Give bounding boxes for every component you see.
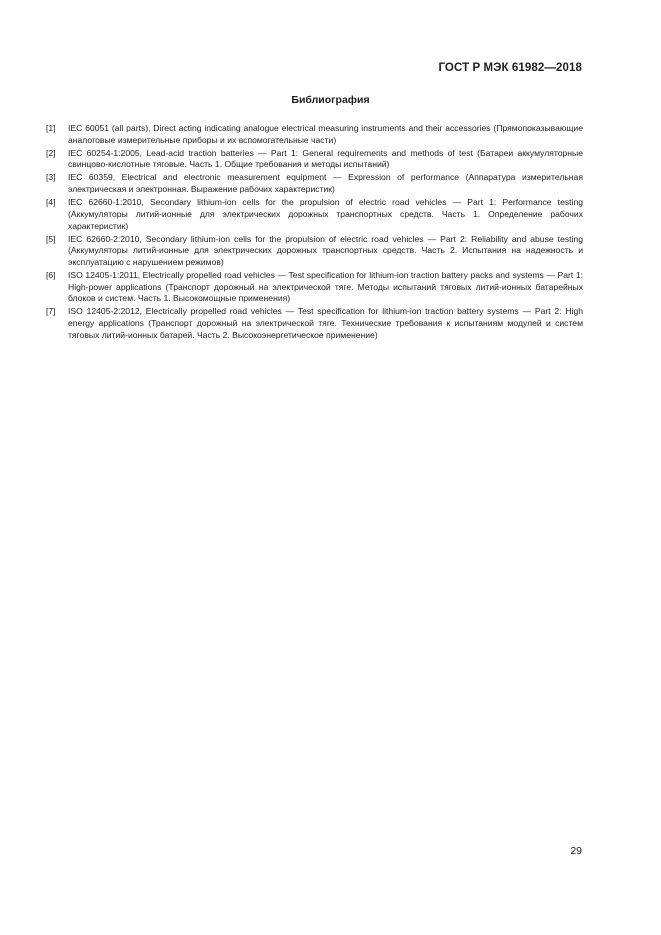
bibliography-item bbox=[46, 123, 583, 146]
reference-number: [6] bbox=[46, 269, 56, 280]
bibliography-title: Библиография bbox=[291, 94, 370, 106]
reference-number: [4] bbox=[46, 197, 56, 208]
reference-text: IEC 60359, Electrical and electronic measurement equipment — Expression of performance (Аппаратура измерительная электрическая и электронная. Выражение рабочих характеристик) bbox=[68, 172, 583, 195]
reference-number: [7] bbox=[46, 306, 56, 317]
reference-text: IEC 62660-1:2010, Secondary lithium-ion cells for the propulsion of electric road vehicles — Part 1: Performance testing (Аккумуляторы литий-ионные для электрических дорожных транспортных средств. Часть 1. Определение рабочих характеристик) bbox=[68, 197, 583, 231]
reference-text: ISO 12405-2:2012, Electrically propelled road vehicles — Test specification for lithium-ion traction battery systems — Part 2: High energy applications (Транспорт дорожный на электрической тяге. Технические требования к испытаниям модулей и систем тяговых литий-ионных батарей. Часть 2. Высокоэнергетическое применение) bbox=[68, 306, 583, 340]
reference-text: IEC 60254-1:2005, Lead-acid traction batteries — Part 1: General requirements and methods of test (Батареи аккумуляторные свинцово-кислотные тяговые. Часть 1. Общие требования и методы испытаний) bbox=[68, 147, 583, 170]
page-number: 29 bbox=[570, 845, 582, 857]
bibliography-item bbox=[46, 234, 583, 269]
reference-number: [5] bbox=[46, 233, 56, 244]
reference-number: [3] bbox=[46, 172, 56, 183]
bibliography-list bbox=[46, 123, 583, 343]
bibliography-item bbox=[46, 148, 583, 171]
bibliography-item bbox=[46, 197, 583, 232]
reference-text: ISO 12405-1:2011, Electrically propelled road vehicles — Test specification for lithium-ion traction battery packs and systems — Part 1: High-power applications (Транспорт дорожный на электрической тяге. Методы испытаний тяговых литий-ионных батарейных блоков и систем. Часть 1. Высокомощные применения) bbox=[68, 269, 583, 304]
bibliography-item bbox=[46, 306, 583, 341]
bibliography-item bbox=[46, 172, 583, 195]
reference-number: [2] bbox=[46, 147, 56, 158]
reference-text: IEC 62660-2:2010, Secondary lithium-ion cells for the propulsion of electric road vehicles — Part 2: Reliability and abuse testing (Аккумуляторы литий-ионные для электрических дорожных транспортных средств. Часть 2. Испытания на надежность и эксплуатацию с нарушением режимов) bbox=[68, 233, 583, 267]
bibliography-item bbox=[46, 270, 583, 305]
reference-number: [1] bbox=[46, 123, 56, 133]
reference-text: IEC 60051 (all parts), Direct acting indicating analogue electrical measuring instruments and their accessories (Прямопоказывающие аналоговые измерительные приборы и их вспомогательные части) bbox=[68, 123, 583, 145]
document-code: ГОСТ Р МЭК 61982—2018 bbox=[438, 62, 582, 74]
